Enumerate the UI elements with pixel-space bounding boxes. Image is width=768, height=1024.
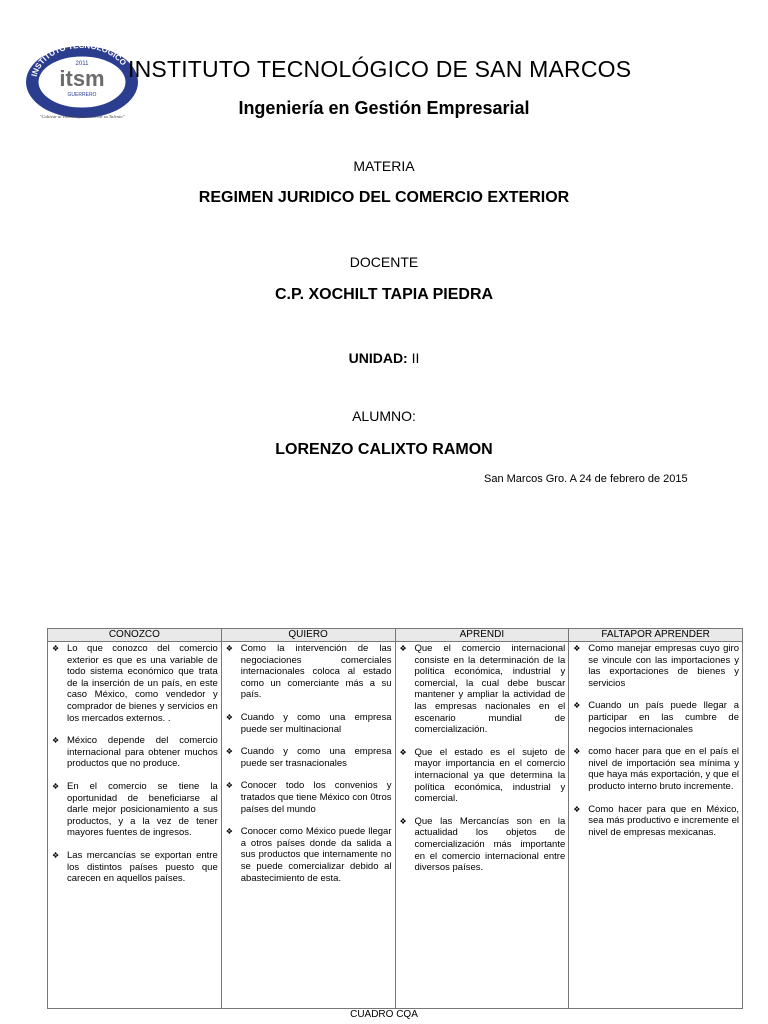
list-item: ❖ Como hacer para que en México, sea más productivo e incremente el nivel de empresas mexicanas. <box>588 804 739 839</box>
svg-text:INSTITUTO TECNOLÓGICO: INSTITUTO TECNOLÓGICO <box>29 42 128 78</box>
alumno-label: ALUMNO: <box>352 408 416 424</box>
materia-label: MATERIA <box>353 158 415 174</box>
svg-text:DE SAN MARCOS: DE SAN MARCOS <box>59 86 118 105</box>
svg-text:itsm: itsm <box>59 66 105 91</box>
column-falta-por-aprender <box>569 642 743 1009</box>
list-item: ❖ Conocer todo los convenios y tratados que tiene México con 0tros países del mundo <box>241 780 392 815</box>
list-item: ❖ Lo que conozco del comercio exterior es que es una variable de todo sistema económico que trata de la inserción de un país, en este caso México, como vendedor y comprador de bienes y servicios en los mercados externos. . <box>67 643 218 724</box>
institution-title: INSTITUTO TECNOLÓGICO DE SAN MARCOS <box>128 56 632 82</box>
column-quiero <box>221 642 395 1009</box>
list-item: ❖ Conocer como México puede llegar a otros países donde da salida a sus productos que internamente no se puede comercializar debido al abastecimiento de esta. <box>241 826 392 884</box>
header-falta-por-aprender: FALTAPOR APRENDER <box>569 629 743 642</box>
career-title: Ingeniería en Gestión Empresarial <box>238 98 530 118</box>
bullet-list <box>572 643 739 838</box>
header-quiero: QUIERO <box>221 629 395 642</box>
materia-value: REGIMEN JURIDICO DEL COMERCIO EXTERIOR <box>198 189 570 206</box>
header-aprendi: APRENDI <box>395 629 569 642</box>
unidad-label: UNIDAD: <box>348 350 408 366</box>
header-conozco: CONOZCO <box>48 629 222 642</box>
column-aprendi <box>395 642 569 1009</box>
cqa-table <box>47 628 743 1009</box>
svg-text:"Cultivar al Hombre para Liber: "Cultivar al Hombre para Liberar su Talento" <box>39 114 125 119</box>
table-row <box>48 642 743 1009</box>
list-item: ❖ Que el comercio internacional consiste en la determinación de la política económica, industrial y comercial, la cual debe buscar mantener y ampliar la actividad de las empresas nacionales en el escenario mundial de comercialización. <box>415 643 566 736</box>
list-item: ❖ Cuando y como una empresa puede ser trasnacionales <box>241 746 392 769</box>
alumno-value: LORENZO CALIXTO RAMON <box>275 441 493 458</box>
column-conozco <box>48 642 222 1009</box>
list-item: ❖ México depende del comercio internacional para obtener muchos productos que no produce. <box>67 735 218 770</box>
list-item: ❖ como hacer para que en el país el nivel de importación sea mínima y que haya más exportación, y que el producto interno bruto incremente. <box>588 746 739 792</box>
table-caption: CUADRO CQA <box>350 1009 418 1020</box>
docente-label: DOCENTE <box>349 254 419 270</box>
table-header-row <box>48 629 743 642</box>
list-item: ❖ Como la intervención de las negociaciones comerciales internacionales coloca al estado como un comerciante más a su país. <box>241 643 392 701</box>
bullet-list <box>399 643 566 874</box>
list-item: ❖ Cuando y como una empresa puede ser multinacional <box>241 712 392 735</box>
list-item: ❖ Como manejar empresas cuyo giro se vincule con las importaciones y las exportaciones de bienes y servicios <box>588 643 739 689</box>
svg-text:GUERRERO: GUERRERO <box>67 92 97 98</box>
docente-value: C.P. XOCHILT TAPIA PIEDRA <box>274 286 494 303</box>
svg-text:2011: 2011 <box>75 61 89 67</box>
bullet-list <box>225 643 392 884</box>
bullet-list <box>51 643 218 885</box>
list-item: ❖ En el comercio se tiene la oportunidad de beneficiarse al darle mejor posicionamiento a sus productos, y a la vez de tener mayores fuentes de ingresos. <box>67 781 218 839</box>
list-item: ❖ Que el estado es el sujeto de mayor importancia en el comercio internacional ya que determina la política económica, industrial y comercial. <box>415 747 566 805</box>
unidad-line <box>0 350 768 366</box>
unidad-value: II <box>407 350 420 366</box>
date-line: San Marcos Gro. A 24 de febrero de 2015 <box>484 473 688 485</box>
list-item: ❖ Cuando un país puede llegar a participar en las cumbre de negocios internacionales <box>588 700 739 735</box>
list-item: ❖ Que las Mercancías son en la actualidad los objetos de comercialización más importante en el comercio internacional entre diversos países. <box>415 816 566 874</box>
list-item: ❖ Las mercancías se exportan entre los distintos países puesto que carecen en aquellos países. <box>67 850 218 885</box>
